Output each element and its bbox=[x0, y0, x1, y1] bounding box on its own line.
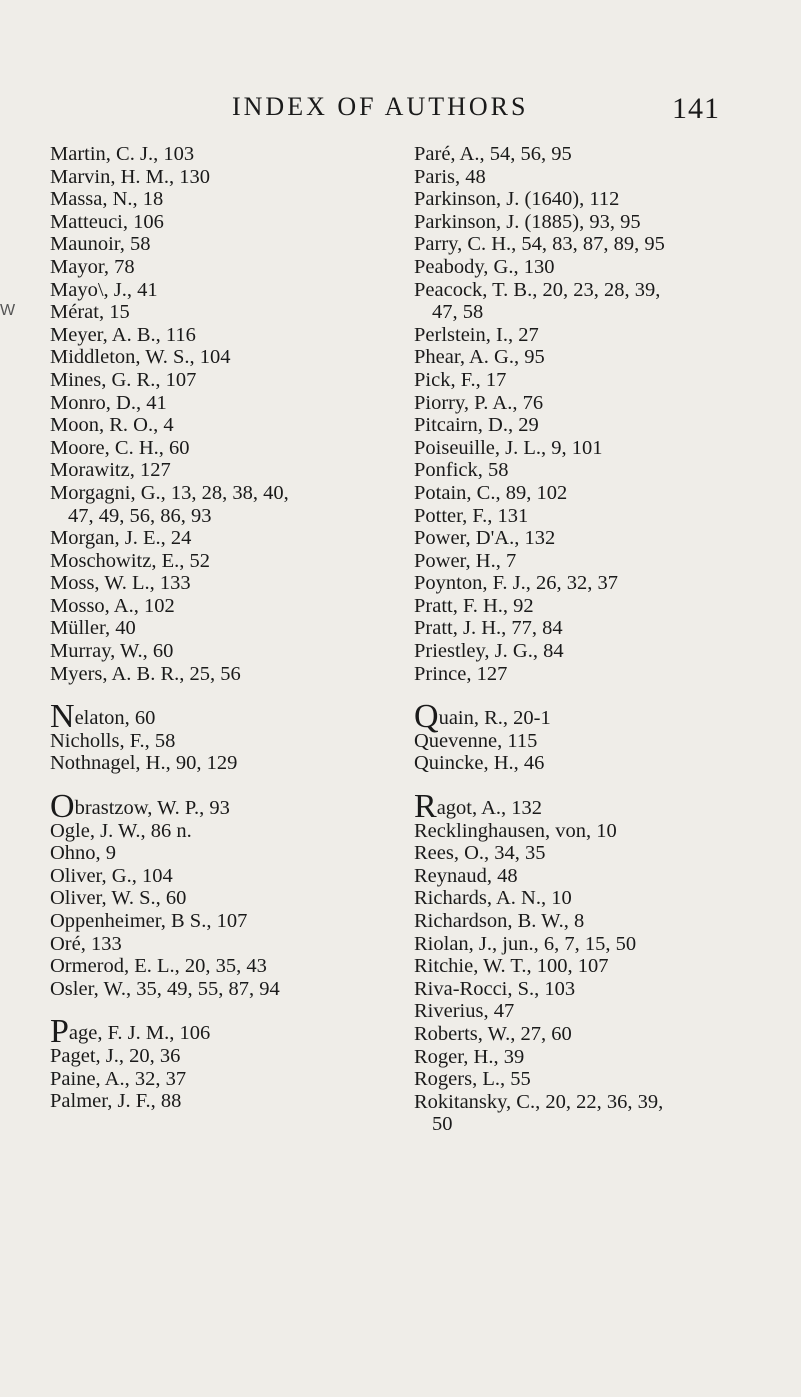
entry-text: Ritchie, W. T., 100, 107 bbox=[414, 955, 609, 978]
entry-text: Middleton, W. S., 104 bbox=[50, 346, 231, 369]
entry-text: Osler, W., 35, 49, 55, 87, 94 bbox=[50, 977, 280, 1000]
entry-text: Oppenheimer, B S., 107 bbox=[50, 910, 248, 932]
entry-text: Poynton, F. J., 26, 32, 37 bbox=[414, 572, 618, 595]
entry-text: Paris, 48 bbox=[414, 165, 486, 188]
entry-text: Perlstein, I., 27 bbox=[414, 323, 539, 346]
index-entry bbox=[50, 842, 380, 865]
index-section bbox=[50, 143, 380, 685]
index-entry bbox=[50, 865, 380, 888]
margin-annotation: W bbox=[0, 302, 16, 319]
index-entry bbox=[414, 663, 794, 686]
index-entry bbox=[414, 730, 794, 753]
index-entry bbox=[50, 1068, 380, 1091]
index-entry bbox=[414, 1091, 794, 1136]
entry-text: brastzow, W. P., 93 bbox=[74, 797, 230, 820]
page-number: 141 bbox=[672, 92, 720, 125]
entry-text: Pitcairn, D., 29 bbox=[414, 414, 539, 437]
entry-text: Rogers, L., 55 bbox=[414, 1068, 531, 1091]
index-entry bbox=[50, 887, 380, 910]
section-initial: Q bbox=[414, 698, 439, 736]
index-entry bbox=[414, 188, 794, 211]
entry-text: elaton, 60 bbox=[74, 707, 156, 730]
index-entry bbox=[50, 933, 380, 956]
index-entry bbox=[414, 166, 794, 189]
index-entry bbox=[414, 640, 794, 663]
index-entry bbox=[50, 346, 380, 369]
index-entry bbox=[50, 414, 380, 437]
entry-text: Parry, C. H., 54, 83, 87, 89, 95 bbox=[414, 233, 665, 256]
index-entry bbox=[50, 437, 380, 460]
entry-text: Roberts, W., 27, 60 bbox=[414, 1022, 572, 1045]
entry-text: Ponfick, 58 bbox=[414, 459, 509, 482]
entry-text: Peacock, T. B., 20, 23, 28, 39, bbox=[414, 278, 661, 301]
entry-text: Poiseuille, J. L., 9, 101 bbox=[414, 436, 603, 459]
index-entry bbox=[50, 595, 380, 618]
index-entry bbox=[414, 527, 794, 550]
index-section bbox=[414, 698, 794, 775]
index-section bbox=[414, 788, 794, 1136]
entry-text: Maunoir, 58 bbox=[50, 233, 151, 256]
entry-text: Martin, C. J., 103 bbox=[50, 143, 195, 165]
entry-text: Moss, W. L., 133 bbox=[50, 572, 191, 595]
entry-text: Paget, J., 20, 36 bbox=[50, 1044, 181, 1067]
index-entry bbox=[414, 865, 794, 888]
entry-text: Rees, O., 34, 35 bbox=[414, 842, 546, 865]
entry-text: Massa, N., 18 bbox=[50, 188, 164, 211]
index-entry bbox=[414, 437, 794, 460]
entry-text: Nothnagel, H., 90, 129 bbox=[50, 752, 238, 775]
section-initial: N bbox=[50, 698, 75, 736]
entry-text: Ohno, 9 bbox=[50, 842, 117, 865]
entry-text: Myers, A. B. R., 25, 56 bbox=[50, 662, 241, 685]
index-entry bbox=[50, 166, 380, 189]
index-entry bbox=[414, 414, 794, 437]
entry-text: Palmer, J. F., 88 bbox=[50, 1090, 182, 1113]
index-entry bbox=[50, 482, 380, 527]
index-entry bbox=[50, 550, 380, 573]
entry-text: Prince, 127 bbox=[414, 662, 508, 685]
page-header bbox=[0, 92, 801, 132]
index-entry bbox=[414, 256, 794, 279]
index-entry bbox=[414, 887, 794, 910]
entry-text: Morgan, J. E., 24 bbox=[50, 527, 192, 550]
entry-text: Riva-Rocci, S., 103 bbox=[414, 977, 576, 1000]
entry-text: Matteuci, 106 bbox=[50, 210, 164, 233]
entry-text: Power, H., 7 bbox=[414, 549, 517, 572]
index-entry bbox=[50, 279, 380, 302]
index-entry bbox=[414, 392, 794, 415]
section-initial: P bbox=[50, 1013, 69, 1051]
index-entry bbox=[414, 482, 794, 505]
entry-text: Parkinson, J. (1640), 112 bbox=[414, 188, 620, 211]
entry-text: Paré, A., 54, 56, 95 bbox=[414, 143, 572, 165]
index-entry bbox=[414, 842, 794, 865]
index-entry bbox=[414, 933, 794, 956]
entry-text: Priestley, J. G., 84 bbox=[414, 640, 564, 663]
index-section bbox=[50, 1013, 380, 1113]
entry-continuation: 47, 49, 56, 86, 93 bbox=[68, 504, 212, 527]
index-entry bbox=[50, 392, 380, 415]
section-initial: R bbox=[414, 788, 437, 826]
entry-text: Meyer, A. B., 116 bbox=[50, 323, 196, 346]
index-entry bbox=[50, 752, 380, 775]
index-entry bbox=[50, 640, 380, 663]
entry-text: Reynaud, 48 bbox=[414, 864, 518, 887]
entry-text: Morawitz, 127 bbox=[50, 459, 171, 482]
entry-text: Phear, A. G., 95 bbox=[414, 346, 545, 369]
entry-text: Pratt, F. H., 92 bbox=[414, 594, 534, 617]
index-column-left bbox=[50, 143, 380, 1135]
index-entry bbox=[414, 820, 794, 843]
index-entry bbox=[50, 459, 380, 482]
entry-text: Mérat, 15 bbox=[50, 301, 130, 324]
entry-text: Recklinghausen, von, 10 bbox=[414, 819, 617, 842]
entry-text: Oliver, W. S., 60 bbox=[50, 887, 187, 910]
index-entry bbox=[414, 1023, 794, 1046]
entry-text: Oliver, G., 104 bbox=[50, 864, 173, 887]
index-entry bbox=[414, 211, 794, 234]
entry-text: Richardson, B. W., 8 bbox=[414, 910, 585, 932]
entry-text: Peabody, G., 130 bbox=[414, 255, 555, 278]
index-entry bbox=[50, 1013, 380, 1051]
entry-text: age, F. J. M., 106 bbox=[68, 1022, 211, 1045]
index-entry bbox=[50, 910, 380, 933]
index-entry bbox=[414, 595, 794, 618]
entry-text: Mayo\, J., 41 bbox=[50, 278, 158, 301]
index-entry bbox=[414, 572, 794, 595]
entry-text: Oré, 133 bbox=[50, 932, 122, 955]
index-entry bbox=[414, 978, 794, 1001]
entry-text: Paine, A., 32, 37 bbox=[50, 1067, 187, 1090]
entry-text: Nicholls, F., 58 bbox=[50, 729, 176, 752]
entry-text: Potain, C., 89, 102 bbox=[414, 481, 568, 504]
entry-text: uain, R., 20-1 bbox=[438, 707, 551, 730]
index-entry bbox=[414, 788, 794, 826]
entry-text: Ormerod, E. L., 20, 35, 43 bbox=[50, 955, 267, 978]
entry-text: Roger, H., 39 bbox=[414, 1045, 525, 1068]
index-section bbox=[50, 788, 380, 1000]
entry-continuation: 47, 58 bbox=[432, 301, 484, 324]
entry-text: Power, D'A., 132 bbox=[414, 527, 556, 550]
index-entry bbox=[50, 369, 380, 392]
index-entry bbox=[50, 978, 380, 1001]
index-entry bbox=[414, 369, 794, 392]
entry-text: agot, A., 132 bbox=[436, 797, 543, 820]
entry-text: Müller, 40 bbox=[50, 617, 136, 640]
index-column-right bbox=[414, 143, 794, 1158]
index-entry bbox=[50, 324, 380, 347]
index-entry bbox=[50, 730, 380, 753]
entry-text: Parkinson, J. (1885), 93, 95 bbox=[414, 210, 641, 233]
index-section bbox=[414, 143, 794, 685]
section-initial: O bbox=[50, 788, 75, 826]
index-entry bbox=[414, 459, 794, 482]
entry-text: Richards, A. N., 10 bbox=[414, 887, 572, 910]
entry-text: Quincke, H., 46 bbox=[414, 752, 545, 775]
index-entry bbox=[414, 324, 794, 347]
index-entry bbox=[50, 256, 380, 279]
entry-text: Ogle, J. W., 86 n. bbox=[50, 819, 192, 842]
index-entry bbox=[414, 1046, 794, 1069]
entry-text: Pick, F., 17 bbox=[414, 368, 507, 391]
running-title: INDEX OF AUTHORS bbox=[232, 92, 529, 121]
index-entry bbox=[50, 820, 380, 843]
entry-text: Marvin, H. M., 130 bbox=[50, 165, 211, 188]
index-entry bbox=[50, 663, 380, 686]
entry-text: Quevenne, 115 bbox=[414, 729, 538, 752]
entry-text: Moschowitz, E., 52 bbox=[50, 549, 210, 572]
index-entry bbox=[50, 955, 380, 978]
index-section bbox=[50, 698, 380, 775]
index-entry bbox=[50, 527, 380, 550]
index-entry bbox=[50, 233, 380, 256]
entry-text: Pratt, J. H., 77, 84 bbox=[414, 617, 563, 640]
entry-text: Monro, D., 41 bbox=[50, 391, 167, 414]
index-entry bbox=[50, 211, 380, 234]
index-entry bbox=[414, 910, 794, 933]
entry-text: Murray, W., 60 bbox=[50, 640, 174, 663]
entry-text: Moon, R. O., 4 bbox=[50, 414, 174, 437]
entry-text: Piorry, P. A., 76 bbox=[414, 391, 544, 414]
index-entry bbox=[414, 143, 794, 166]
entry-text: Riverius, 47 bbox=[414, 1000, 515, 1023]
entry-text: Mines, G. R., 107 bbox=[50, 368, 197, 391]
index-entry bbox=[50, 1045, 380, 1068]
index-entry bbox=[50, 188, 380, 211]
index-entry bbox=[414, 698, 794, 736]
index-entry bbox=[50, 301, 380, 324]
index-entry bbox=[414, 279, 794, 324]
index-entry bbox=[50, 143, 380, 166]
entry-text: Moore, C. H., 60 bbox=[50, 436, 190, 459]
entry-continuation: 50 bbox=[432, 1113, 453, 1136]
entry-text: Mosso, A., 102 bbox=[50, 594, 175, 617]
entry-text: Mayor, 78 bbox=[50, 255, 135, 278]
index-entry bbox=[414, 617, 794, 640]
entry-text: Potter, F., 131 bbox=[414, 504, 529, 527]
index-entry bbox=[414, 1068, 794, 1091]
index-entry bbox=[50, 788, 380, 826]
index-entry bbox=[50, 698, 380, 736]
index-entry bbox=[50, 617, 380, 640]
entry-text: Rokitansky, C., 20, 22, 36, 39, bbox=[414, 1090, 664, 1113]
index-entry bbox=[414, 955, 794, 978]
entry-text: Riolan, J., jun., 6, 7, 15, 50 bbox=[414, 932, 637, 955]
index-entry bbox=[414, 752, 794, 775]
index-entry bbox=[50, 572, 380, 595]
index-entry bbox=[414, 550, 794, 573]
index-entry bbox=[50, 1090, 380, 1113]
index-entry bbox=[414, 1000, 794, 1023]
index-entry bbox=[414, 233, 794, 256]
index-entry bbox=[414, 346, 794, 369]
entry-text: Morgagni, G., 13, 28, 38, 40, bbox=[50, 481, 289, 504]
index-entry bbox=[414, 505, 794, 528]
